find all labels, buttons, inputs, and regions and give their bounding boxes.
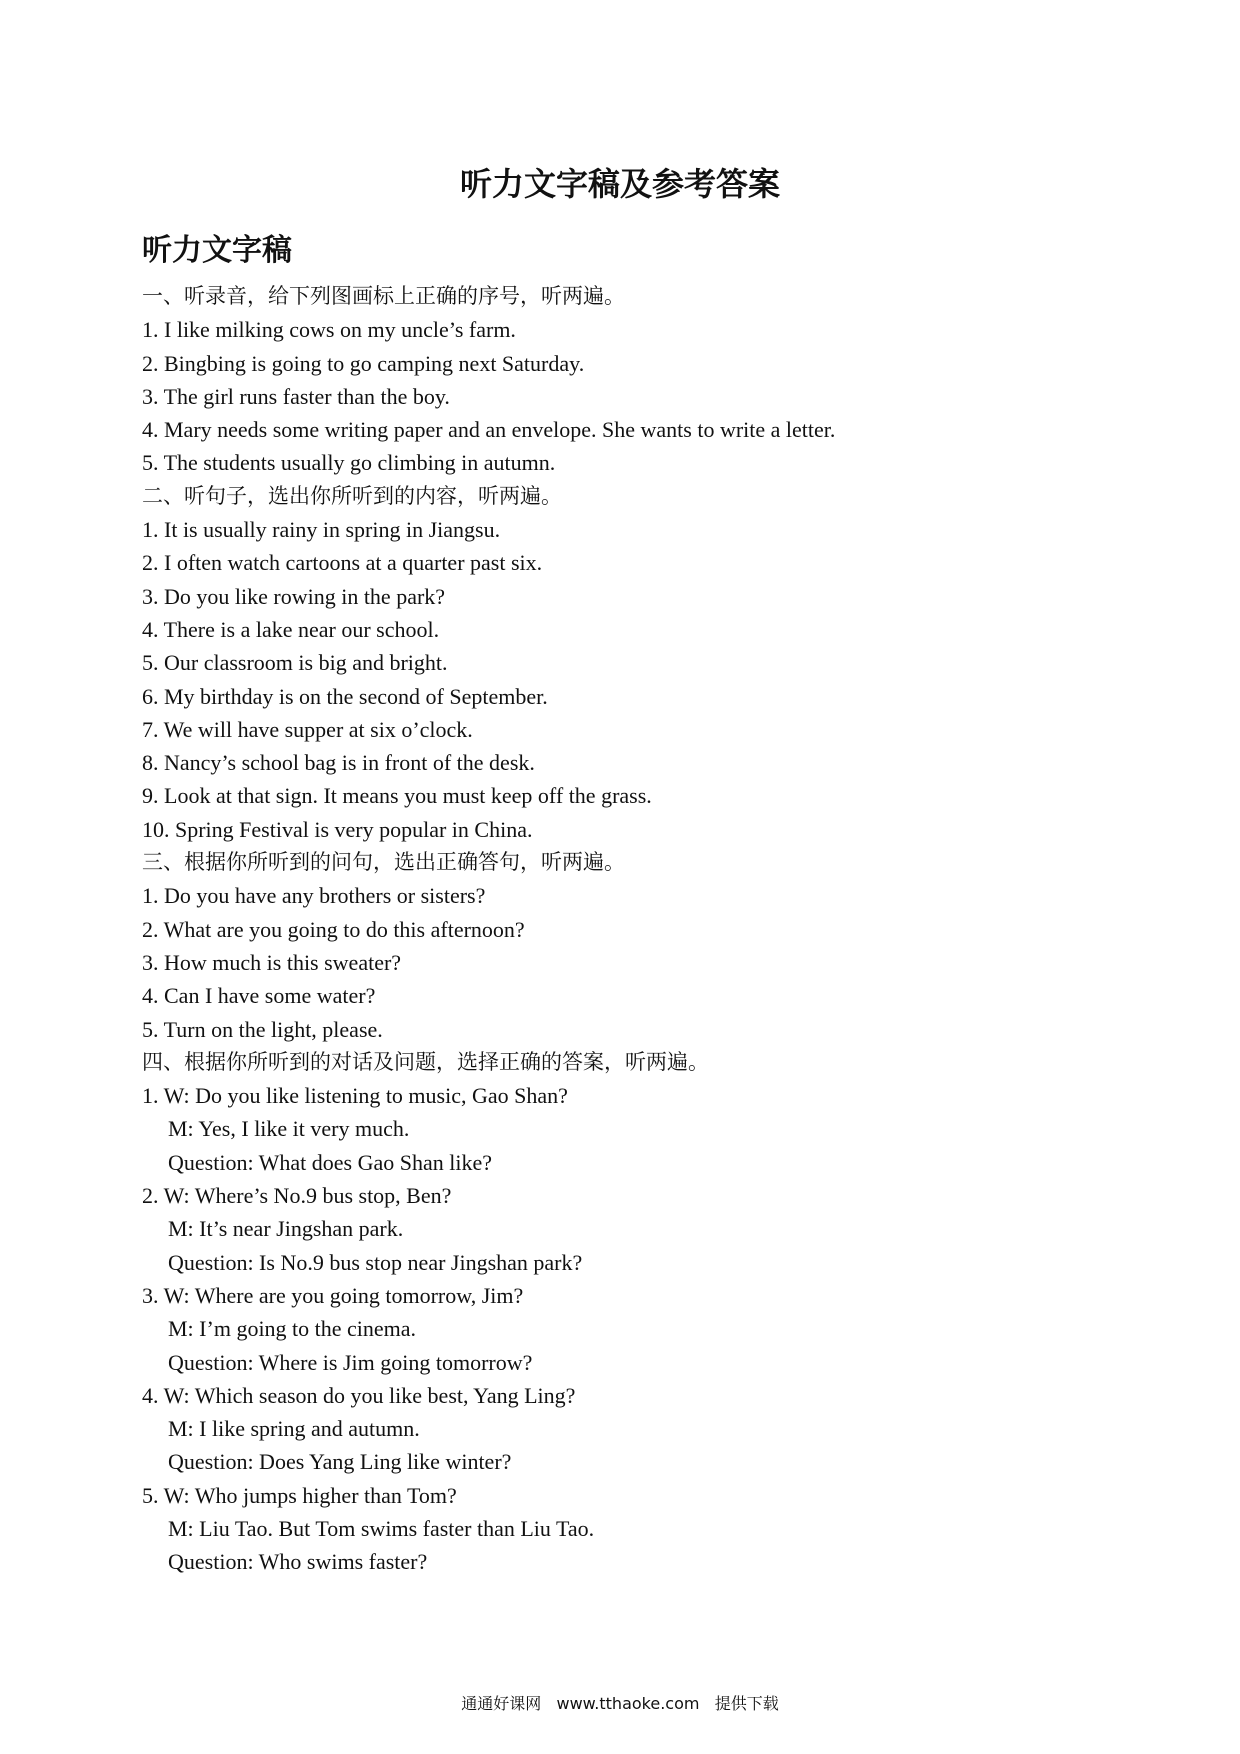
dialogue-5-question: Question: Who swims faster? [168,1549,428,1575]
dialogue-1 [142,1079,1142,1179]
part-3-heading: 三、根据你所听到的问句，选出正确答句，听两遍。 [142,850,625,875]
part-3-item-5: 5. Turn on the light, please. [142,1016,383,1042]
dialogue-2-man: M: It’s near Jingshan park. [168,1216,404,1242]
dialogue-5-woman: 5. W: Who jumps higher than Tom? [142,1482,457,1508]
part-2-item-9: 9. Look at that sign. It means you must keep off the grass. [142,783,652,809]
dialogue-1-question: Question: What does Gao Shan like? [168,1149,493,1175]
part-2-item-10: 10. Spring Festival is very popular in China. [142,816,533,842]
dialogue-2 [142,1179,1142,1279]
part-2-item-2: 2. I often watch cartoons at a quarter past six. [142,550,543,576]
dialogue-1-man: M: Yes, I like it very much. [168,1116,410,1142]
dialogue-2-question: Question: Is No.9 bus stop near Jingshan park? [168,1249,583,1275]
part-2-item-5: 5. Our classroom is big and bright. [142,650,448,676]
part-3 [142,846,1142,1046]
document-title: 听力文字稿及参考答案 [459,165,780,203]
part-3-item-2: 2. What are you going to do this afternoon? [142,916,525,942]
part-2-item-1: 1. It is usually rainy in spring in Jiangsu. [142,517,501,543]
dialogue-3-woman: 3. W: Where are you going tomorrow, Jim? [142,1282,524,1308]
part-1-heading: 一、听录音，给下列图画标上正确的序号，听两遍。 [142,284,625,308]
dialogue-5-man: M: Liu Tao. But Tom swims faster than Liu Tao. [168,1515,595,1541]
part-2-item-4: 4. There is a lake near our school. [142,616,440,642]
part-2-item-7: 7. We will have supper at six o’clock. [142,716,473,742]
dialogue-5 [142,1479,1142,1579]
dialogue-4-question: Question: Does Yang Ling like winter? [168,1449,512,1475]
dialogue-3-question: Question: Where is Jim going tomorrow? [168,1349,533,1375]
part-1-item-3: 3. The girl runs faster than the boy. [142,383,450,409]
dialogue-4-woman: 4. W: Which season do you like best, Yang Ling? [142,1382,576,1408]
dialogue-4 [142,1379,1142,1479]
part-2-item-8: 8. Nancy’s school bag is in front of the desk. [142,750,535,776]
part-1-item-2: 2. Bingbing is going to go camping next Saturday. [142,350,585,376]
part-3-item-4: 4. Can I have some water? [142,983,376,1009]
section-heading: 听力文字稿 [142,233,292,268]
part-4-heading: 四、根据你所听到的对话及问题，选择正确的答案，听两遍。 [142,1049,709,1074]
part-1-item-4: 4. Mary needs some writing paper and an envelope. She wants to write a letter. [142,417,836,443]
part-1 [142,280,1142,480]
part-3-item-1: 1. Do you have any brothers or sisters? [142,883,486,909]
dialogue-2-woman: 2. W: Where’s No.9 bus stop, Ben? [142,1183,452,1209]
part-2-heading: 二、听句子，选出你所听到的内容，听两遍。 [142,483,562,508]
dialogue-3 [142,1279,1142,1379]
part-4 [142,1046,1142,1579]
document-body [142,226,1142,1579]
dialogue-4-man: M: I like spring and autumn. [168,1416,420,1442]
part-2 [142,480,1142,846]
part-3-item-3: 3. How much is this sweater? [142,949,402,975]
part-2-item-6: 6. My birthday is on the second of September. [142,683,548,709]
page-footer: 通通好课网 www.tthaoke.com 提供下载 [461,1694,779,1713]
part-1-item-1: 1. I like milking cows on my uncle’s farm. [142,317,516,343]
part-2-item-3: 3. Do you like rowing in the park? [142,583,446,609]
dialogue-3-man: M: I’m going to the cinema. [168,1316,417,1342]
part-1-item-5: 5. The students usually go climbing in autumn. [142,450,556,476]
dialogue-1-woman: 1. W: Do you like listening to music, Gao Shan? [142,1083,568,1109]
